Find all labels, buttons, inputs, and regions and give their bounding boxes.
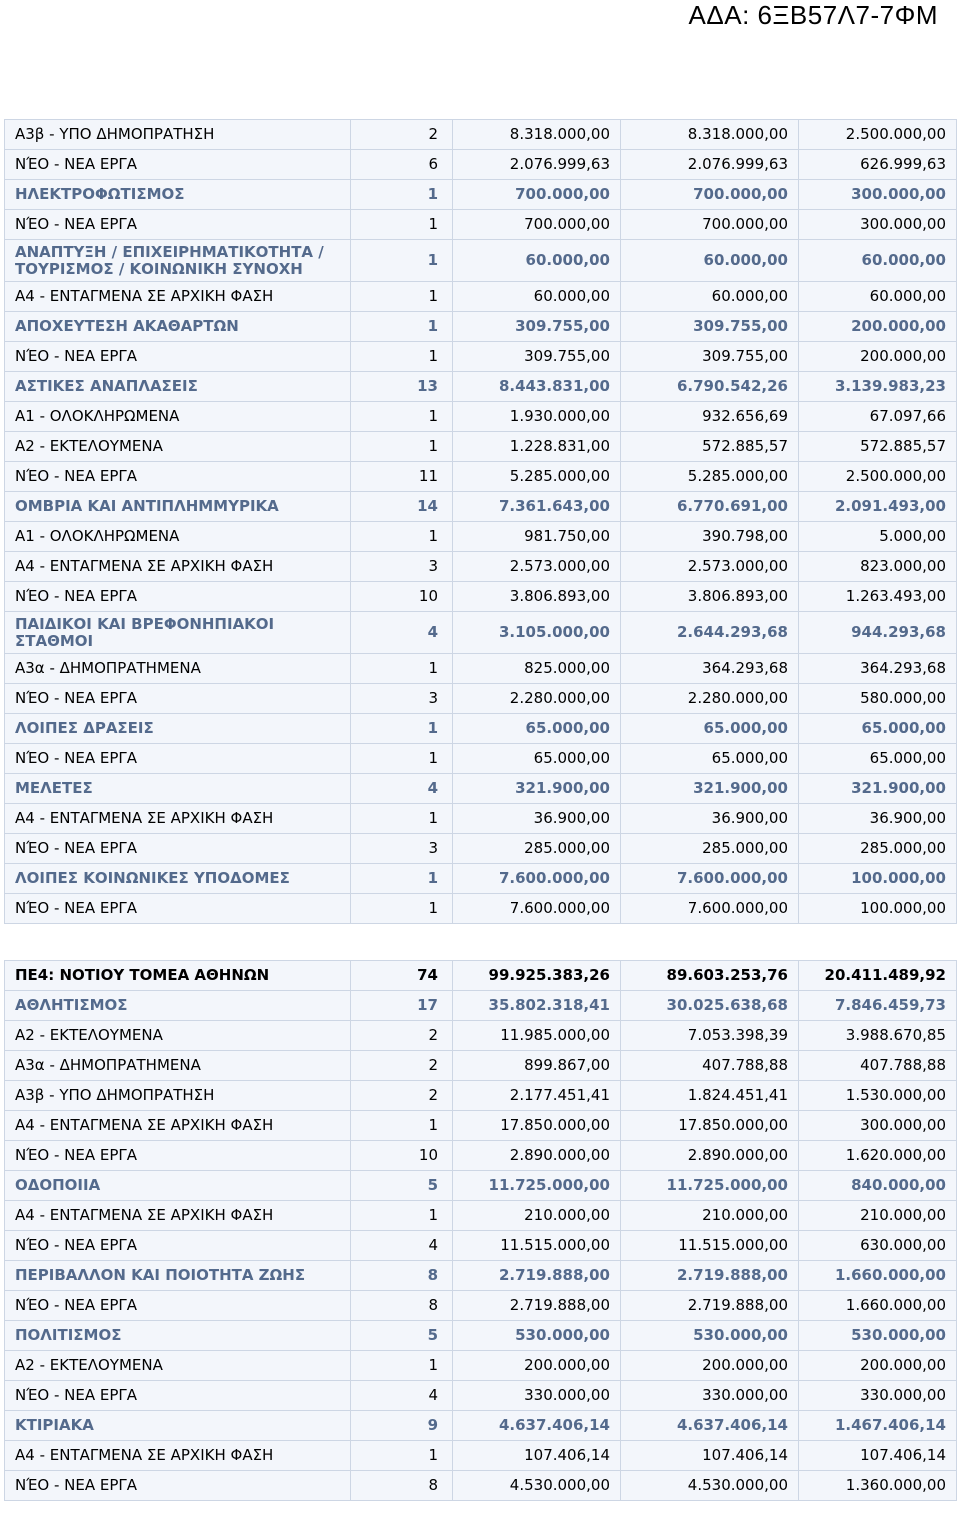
row-name: ΝΈΟ - ΝΕΑ ΕΡΓΑ [5,210,351,240]
row-contract: 309.755,00 [621,342,799,372]
row-allocation: 60.000,00 [799,282,957,312]
row-budget: 2.280.000,00 [453,684,621,714]
row-allocation: 300.000,00 [799,180,957,210]
row-budget: 2.076.999,63 [453,150,621,180]
row-name: Α3α - ΔΗΜΟΠΡΑΤΗΜΕΝΑ [5,654,351,684]
row-count: 13 [351,372,453,402]
row-contract: 2.644.293,68 [621,612,799,654]
row-count: 1 [351,402,453,432]
row-allocation: 5.000,00 [799,522,957,552]
row-budget: 65.000,00 [453,744,621,774]
row-count: 1 [351,894,453,924]
row-allocation: 2.091.493,00 [799,492,957,522]
row-name: Α3β - ΥΠΟ ΔΗΜΟΠΡΑΤΗΣΗ [5,1081,351,1111]
row-count: 5 [351,1321,453,1351]
row-name: ΟΜΒΡΙΑ ΚΑΙ ΑΝΤΙΠΛΗΜΜΥΡΙΚΑ [5,492,351,522]
table-row [5,1381,957,1411]
row-count: 4 [351,1231,453,1261]
row-name: Α2 - ΕΚΤΕΛΟΥΜΕΝΑ [5,1351,351,1381]
row-name: ΑΘΛΗΤΙΣΜΟΣ [5,991,351,1021]
row-allocation: 1.620.000,00 [799,1141,957,1171]
row-allocation: 630.000,00 [799,1231,957,1261]
row-contract: 7.600.000,00 [621,894,799,924]
row-allocation: 1.660.000,00 [799,1261,957,1291]
row-contract: 89.603.253,76 [621,961,799,991]
projects-table-2 [4,960,957,1501]
row-budget: 309.755,00 [453,312,621,342]
row-count: 3 [351,552,453,582]
row-contract: 2.890.000,00 [621,1141,799,1171]
row-name: ΑΝΑΠΤΥΞΗ / ΕΠΙΧΕΙΡΗΜΑΤΙΚΟΤΗΤΑ / ΤΟΥΡΙΣΜΟΣ / ΚΟΙΝΩΝΙΚΗ ΣΥΝΟΧΗ [5,240,351,282]
row-contract: 700.000,00 [621,210,799,240]
row-count: 4 [351,774,453,804]
row-contract: 60.000,00 [621,282,799,312]
table-row [5,402,957,432]
row-budget: 3.806.893,00 [453,582,621,612]
row-allocation: 1.263.493,00 [799,582,957,612]
category-row [5,1321,957,1351]
table-row [5,342,957,372]
row-count: 4 [351,612,453,654]
row-count: 1 [351,804,453,834]
row-contract: 7.600.000,00 [621,864,799,894]
row-contract: 210.000,00 [621,1201,799,1231]
total-row [5,961,957,991]
row-name: Α2 - ΕΚΤΕΛΟΥΜΕΝΑ [5,1021,351,1051]
table-row [5,120,957,150]
row-name: Α4 - ΕΝΤΑΓΜΕΝΑ ΣΕ ΑΡΧΙΚΗ ΦΑΣΗ [5,282,351,312]
row-budget: 4.637.406,14 [453,1411,621,1441]
row-budget: 899.867,00 [453,1051,621,1081]
row-contract: 30.025.638,68 [621,991,799,1021]
row-contract: 407.788,88 [621,1051,799,1081]
row-allocation: 60.000,00 [799,240,957,282]
row-contract: 11.725.000,00 [621,1171,799,1201]
row-name: ΝΈΟ - ΝΕΑ ΕΡΓΑ [5,150,351,180]
row-name: Α4 - ΕΝΤΑΓΜΕΝΑ ΣΕ ΑΡΧΙΚΗ ΦΑΣΗ [5,1111,351,1141]
row-name: ΚΤΙΡΙΑΚΑ [5,1411,351,1441]
table-row [5,210,957,240]
row-count: 8 [351,1291,453,1321]
row-contract: 65.000,00 [621,744,799,774]
row-allocation: 407.788,88 [799,1051,957,1081]
row-count: 5 [351,1171,453,1201]
table-row [5,1291,957,1321]
category-row [5,774,957,804]
row-contract: 572.885,57 [621,432,799,462]
row-allocation: 321.900,00 [799,774,957,804]
table-row [5,1231,957,1261]
category-row [5,714,957,744]
row-contract: 107.406,14 [621,1441,799,1471]
row-count: 10 [351,582,453,612]
table-row [5,1471,957,1501]
row-name: Α2 - ΕΚΤΕΛΟΥΜΕΝΑ [5,432,351,462]
row-contract: 8.318.000,00 [621,120,799,150]
row-budget: 7.600.000,00 [453,894,621,924]
row-name: Α4 - ΕΝΤΑΓΜΕΝΑ ΣΕ ΑΡΧΙΚΗ ΦΑΣΗ [5,1201,351,1231]
row-contract: 364.293,68 [621,654,799,684]
row-count: 1 [351,864,453,894]
ada-header: ΑΔΑ: 6ΞΒ57Λ7-7ΦΜ [688,0,938,30]
row-count: 1 [351,240,453,282]
row-count: 1 [351,522,453,552]
row-contract: 5.285.000,00 [621,462,799,492]
row-budget: 309.755,00 [453,342,621,372]
row-contract: 932.656,69 [621,402,799,432]
row-contract: 1.824.451,41 [621,1081,799,1111]
row-budget: 321.900,00 [453,774,621,804]
row-budget: 8.318.000,00 [453,120,621,150]
row-allocation: 1.360.000,00 [799,1471,957,1501]
row-contract: 36.900,00 [621,804,799,834]
row-budget: 2.890.000,00 [453,1141,621,1171]
row-name: ΝΈΟ - ΝΕΑ ΕΡΓΑ [5,1231,351,1261]
row-name: ΝΈΟ - ΝΕΑ ΕΡΓΑ [5,834,351,864]
row-count: 17 [351,991,453,1021]
category-row [5,864,957,894]
table-row [5,1111,957,1141]
row-count: 8 [351,1261,453,1291]
row-name: ΗΛΕΚΤΡΟΦΩΤΙΣΜΟΣ [5,180,351,210]
row-name: Α4 - ΕΝΤΑΓΜΕΝΑ ΣΕ ΑΡΧΙΚΗ ΦΑΣΗ [5,1441,351,1471]
row-count: 2 [351,1081,453,1111]
table-row [5,1081,957,1111]
row-budget: 2.177.451,41 [453,1081,621,1111]
row-budget: 7.600.000,00 [453,864,621,894]
row-name: ΜΕΛΕΤΕΣ [5,774,351,804]
row-count: 1 [351,282,453,312]
row-budget: 1.228.831,00 [453,432,621,462]
row-budget: 210.000,00 [453,1201,621,1231]
row-contract: 11.515.000,00 [621,1231,799,1261]
row-contract: 309.755,00 [621,312,799,342]
row-contract: 60.000,00 [621,240,799,282]
row-count: 8 [351,1471,453,1501]
row-count: 1 [351,342,453,372]
row-budget: 17.850.000,00 [453,1111,621,1141]
row-allocation: 107.406,14 [799,1441,957,1471]
row-contract: 2.076.999,63 [621,150,799,180]
row-count: 1 [351,432,453,462]
row-budget: 11.515.000,00 [453,1231,621,1261]
row-allocation: 300.000,00 [799,1111,957,1141]
row-name: ΝΈΟ - ΝΕΑ ΕΡΓΑ [5,462,351,492]
row-contract: 700.000,00 [621,180,799,210]
table-row [5,1351,957,1381]
table-row [5,1021,957,1051]
row-budget: 60.000,00 [453,240,621,282]
table-row [5,804,957,834]
row-allocation: 20.411.489,92 [799,961,957,991]
row-budget: 2.573.000,00 [453,552,621,582]
row-name: ΛΟΙΠΕΣ ΔΡΑΣΕΙΣ [5,714,351,744]
row-count: 1 [351,180,453,210]
row-budget: 330.000,00 [453,1381,621,1411]
row-name: ΝΈΟ - ΝΕΑ ΕΡΓΑ [5,1291,351,1321]
row-contract: 285.000,00 [621,834,799,864]
row-allocation: 1.530.000,00 [799,1081,957,1111]
row-contract: 330.000,00 [621,1381,799,1411]
row-allocation: 626.999,63 [799,150,957,180]
category-row [5,1411,957,1441]
table-row [5,582,957,612]
row-allocation: 572.885,57 [799,432,957,462]
table-row [5,744,957,774]
row-name: Α1 - ΟΛΟΚΛΗΡΩΜΕΝΑ [5,522,351,552]
row-count: 9 [351,1411,453,1441]
row-budget: 36.900,00 [453,804,621,834]
row-allocation: 65.000,00 [799,744,957,774]
row-name: ΝΈΟ - ΝΕΑ ΕΡΓΑ [5,894,351,924]
row-contract: 2.719.888,00 [621,1291,799,1321]
table-row [5,282,957,312]
table-row [5,1201,957,1231]
category-row [5,1261,957,1291]
row-budget: 200.000,00 [453,1351,621,1381]
row-contract: 2.573.000,00 [621,552,799,582]
row-budget: 700.000,00 [453,180,621,210]
row-contract: 17.850.000,00 [621,1111,799,1141]
row-count: 6 [351,150,453,180]
category-row [5,312,957,342]
row-contract: 3.806.893,00 [621,582,799,612]
row-count: 3 [351,834,453,864]
row-count: 2 [351,120,453,150]
row-count: 1 [351,1351,453,1381]
table-row [5,432,957,462]
row-name: Α3α - ΔΗΜΟΠΡΑΤΗΜΕΝΑ [5,1051,351,1081]
row-name: ΝΈΟ - ΝΕΑ ΕΡΓΑ [5,744,351,774]
table-row [5,1441,957,1471]
row-count: 2 [351,1051,453,1081]
row-budget: 1.930.000,00 [453,402,621,432]
table-row [5,894,957,924]
category-row [5,240,957,282]
row-allocation: 100.000,00 [799,864,957,894]
row-allocation: 2.500.000,00 [799,120,957,150]
row-name: ΝΈΟ - ΝΕΑ ΕΡΓΑ [5,342,351,372]
row-name: ΝΈΟ - ΝΕΑ ΕΡΓΑ [5,684,351,714]
category-row [5,1171,957,1201]
row-budget: 825.000,00 [453,654,621,684]
row-name: ΑΠΟΧΕΥΤΕΣΗ ΑΚΑΘΑΡΤΩΝ [5,312,351,342]
row-allocation: 2.500.000,00 [799,462,957,492]
row-budget: 3.105.000,00 [453,612,621,654]
row-allocation: 580.000,00 [799,684,957,714]
row-name: Α3β - ΥΠΟ ΔΗΜΟΠΡΑΤΗΣΗ [5,120,351,150]
row-allocation: 36.900,00 [799,804,957,834]
row-allocation: 65.000,00 [799,714,957,744]
row-allocation: 530.000,00 [799,1321,957,1351]
row-name: ΠΕ4: ΝΟΤΙΟΥ ΤΟΜΕΑ ΑΘΗΝΩΝ [5,961,351,991]
row-name: ΝΈΟ - ΝΕΑ ΕΡΓΑ [5,1381,351,1411]
row-budget: 5.285.000,00 [453,462,621,492]
row-count: 1 [351,654,453,684]
row-allocation: 200.000,00 [799,1351,957,1381]
category-row [5,612,957,654]
row-count: 14 [351,492,453,522]
row-budget: 981.750,00 [453,522,621,552]
row-name: ΝΈΟ - ΝΕΑ ΕΡΓΑ [5,1471,351,1501]
row-allocation: 3.988.670,85 [799,1021,957,1051]
row-count: 3 [351,684,453,714]
row-count: 10 [351,1141,453,1171]
row-contract: 65.000,00 [621,714,799,744]
row-allocation: 364.293,68 [799,654,957,684]
row-allocation: 300.000,00 [799,210,957,240]
row-contract: 4.530.000,00 [621,1471,799,1501]
row-count: 2 [351,1021,453,1051]
row-budget: 2.719.888,00 [453,1261,621,1291]
row-budget: 107.406,14 [453,1441,621,1471]
row-allocation: 210.000,00 [799,1201,957,1231]
category-row [5,492,957,522]
row-budget: 530.000,00 [453,1321,621,1351]
row-budget: 35.802.318,41 [453,991,621,1021]
row-contract: 200.000,00 [621,1351,799,1381]
row-contract: 2.719.888,00 [621,1261,799,1291]
row-count: 1 [351,714,453,744]
row-count: 1 [351,1111,453,1141]
row-name: ΑΣΤΙΚΕΣ ΑΝΑΠΛΑΣΕΙΣ [5,372,351,402]
table-row [5,834,957,864]
row-count: 1 [351,312,453,342]
row-budget: 11.725.000,00 [453,1171,621,1201]
row-contract: 530.000,00 [621,1321,799,1351]
row-count: 1 [351,744,453,774]
row-budget: 8.443.831,00 [453,372,621,402]
row-name: ΠΟΛΙΤΙΣΜΟΣ [5,1321,351,1351]
row-allocation: 823.000,00 [799,552,957,582]
row-budget: 2.719.888,00 [453,1291,621,1321]
row-allocation: 330.000,00 [799,1381,957,1411]
row-budget: 7.361.643,00 [453,492,621,522]
row-name: ΛΟΙΠΕΣ ΚΟΙΝΩΝΙΚΕΣ ΥΠΟΔΟΜΕΣ [5,864,351,894]
table-row [5,462,957,492]
row-allocation: 3.139.983,23 [799,372,957,402]
row-name: ΠΑΙΔΙΚΟΙ ΚΑΙ ΒΡΕΦΟΝΗΠΙΑΚΟΙ ΣΤΑΘΜΟΙ [5,612,351,654]
row-contract: 7.053.398,39 [621,1021,799,1051]
row-name: ΝΈΟ - ΝΕΑ ΕΡΓΑ [5,1141,351,1171]
row-name: Α4 - ΕΝΤΑΓΜΕΝΑ ΣΕ ΑΡΧΙΚΗ ΦΑΣΗ [5,552,351,582]
row-count: 4 [351,1381,453,1411]
category-row [5,991,957,1021]
row-count: 1 [351,210,453,240]
category-row [5,180,957,210]
row-budget: 65.000,00 [453,714,621,744]
row-allocation: 944.293,68 [799,612,957,654]
row-count: 11 [351,462,453,492]
row-name: ΝΈΟ - ΝΕΑ ΕΡΓΑ [5,582,351,612]
row-contract: 390.798,00 [621,522,799,552]
row-allocation: 7.846.459,73 [799,991,957,1021]
table-row [5,522,957,552]
row-budget: 285.000,00 [453,834,621,864]
row-allocation: 67.097,66 [799,402,957,432]
row-allocation: 200.000,00 [799,342,957,372]
category-row [5,372,957,402]
row-allocation: 840.000,00 [799,1171,957,1201]
table-row [5,150,957,180]
row-contract: 2.280.000,00 [621,684,799,714]
row-allocation: 285.000,00 [799,834,957,864]
row-allocation: 1.660.000,00 [799,1291,957,1321]
row-name: Α4 - ΕΝΤΑΓΜΕΝΑ ΣΕ ΑΡΧΙΚΗ ΦΑΣΗ [5,804,351,834]
projects-table-1 [4,119,957,924]
row-contract: 6.790.542,26 [621,372,799,402]
row-name: ΟΔΟΠΟΙΙΑ [5,1171,351,1201]
table-row [5,684,957,714]
row-budget: 4.530.000,00 [453,1471,621,1501]
table-row [5,1051,957,1081]
row-budget: 60.000,00 [453,282,621,312]
table-row [5,1141,957,1171]
row-count: 1 [351,1441,453,1471]
table-row [5,552,957,582]
row-contract: 6.770.691,00 [621,492,799,522]
row-count: 1 [351,1201,453,1231]
row-budget: 11.985.000,00 [453,1021,621,1051]
row-name: ΠΕΡΙΒΑΛΛΟΝ ΚΑΙ ΠΟΙΟΤΗΤΑ ΖΩΗΣ [5,1261,351,1291]
row-budget: 99.925.383,26 [453,961,621,991]
row-allocation: 1.467.406,14 [799,1411,957,1441]
row-contract: 4.637.406,14 [621,1411,799,1441]
row-allocation: 100.000,00 [799,894,957,924]
row-contract: 321.900,00 [621,774,799,804]
row-count: 74 [351,961,453,991]
table-row [5,654,957,684]
row-allocation: 200.000,00 [799,312,957,342]
row-budget: 700.000,00 [453,210,621,240]
row-name: Α1 - ΟΛΟΚΛΗΡΩΜΕΝΑ [5,402,351,432]
